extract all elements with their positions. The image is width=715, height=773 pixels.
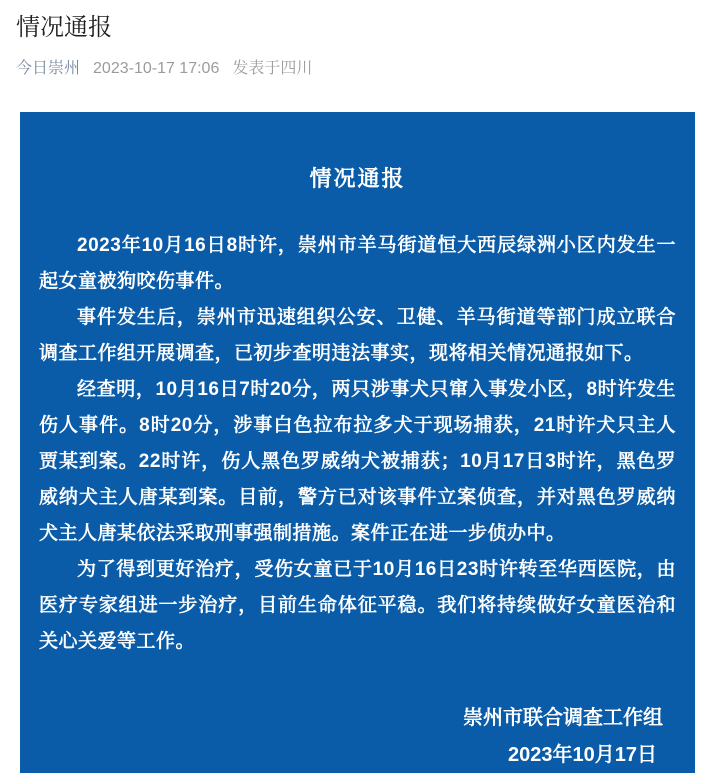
publish-timestamp: 2023-10-17 17:06 xyxy=(93,60,220,77)
notice-paragraph: 事件发生后，崇州市迅速组织公安、卫健、羊马街道等部门成立联合调查工作组开展调查，已初步查明违法事实，现将相关情况通报如下。 xyxy=(39,307,676,364)
article-header xyxy=(0,0,715,80)
notice-paragraph: 2023年10月16日8时许，崇州市羊马街道恒大西辰绿洲小区内发生一起女童被狗咬伤事件。 xyxy=(39,235,676,292)
notice-footer xyxy=(39,700,676,773)
account-name-link[interactable]: 今日崇州 xyxy=(16,60,81,77)
page-title: 情况通报 xyxy=(16,14,112,41)
notice-paragraph: 经查明，10月16日7时20分，两只涉事犬只窜入事发小区，8时许发生伤人事件。8时20分，涉事白色拉布拉多犬于现场捕获，21时许犬只主人贾某到案。22时许，伤人黑色罗威纳犬被捕获；10月17日3时许，黑色罗威纳犬主人唐某到案。目前，警方已对该事件立案侦查，并对黑色罗威纳犬主人唐某依法采取刑事强制措施。案件正在进一步侦办中。 xyxy=(39,379,676,544)
notice-paragraph: 为了得到更好治疗，受伤女童已于10月16日23时许转至华西医院，由医疗专家组进一步治疗，目前生命体征平稳。我们将持续做好女童医治和关心关爱等工作。 xyxy=(39,559,676,652)
notice-signature: 崇州市联合调查工作组 xyxy=(463,707,663,729)
article-meta xyxy=(16,58,699,80)
notice-date: 2023年10月17日 xyxy=(508,744,657,766)
notice-title: 情况通报 xyxy=(309,166,406,191)
notice-body xyxy=(39,228,676,660)
publish-location: 发表于四川 xyxy=(232,60,313,77)
notice-image[interactable] xyxy=(20,112,695,773)
